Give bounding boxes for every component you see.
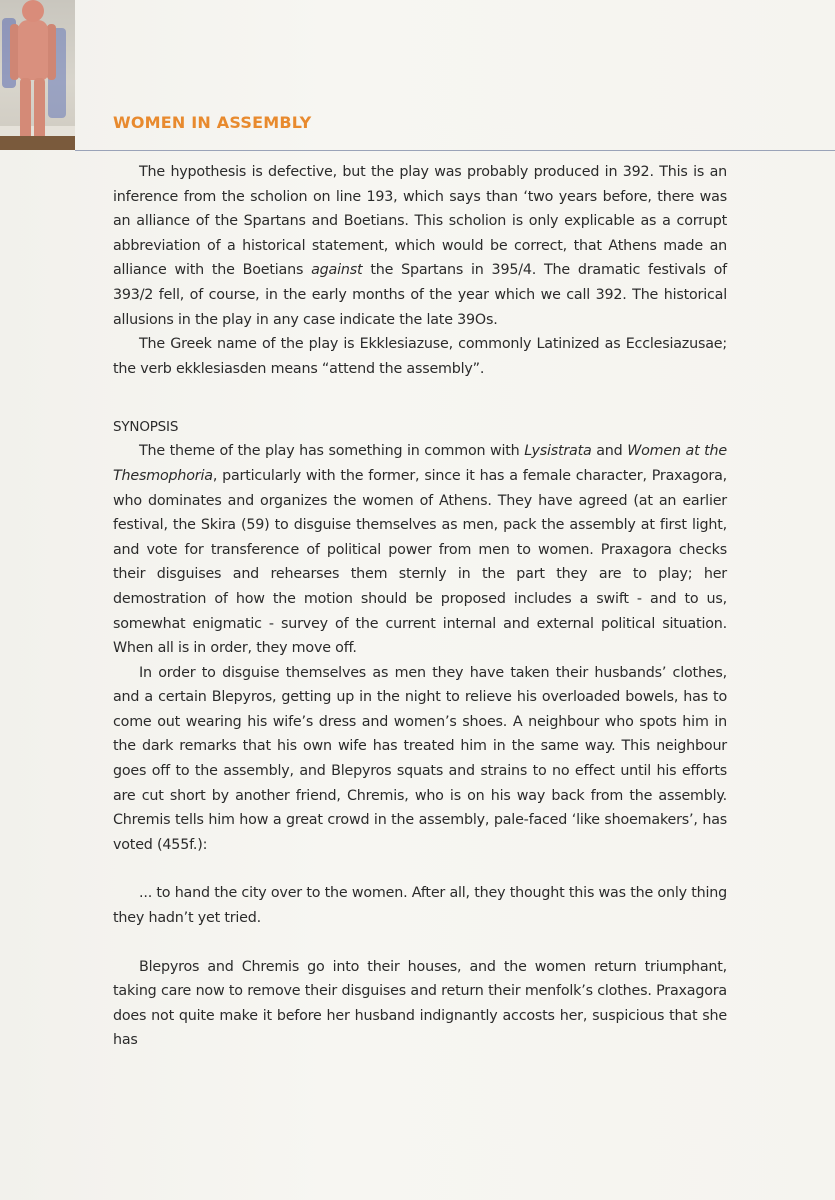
paragraph-1 bbox=[113, 160, 727, 332]
italic-run: Lysistrata bbox=[524, 443, 592, 460]
page-header-title: WOMEN IN ASSEMBLY bbox=[113, 113, 312, 132]
figurine-photo bbox=[0, 0, 75, 150]
block-quote: ... to hand the city over to the women. After all, they thought this was the only thing they hadn’t yet tried. bbox=[113, 885, 727, 927]
figurine-leg bbox=[20, 78, 31, 140]
header-divider bbox=[75, 150, 835, 151]
text-run: , particularly with the former, since it has a female character, Praxagora, who dominates and organizes the women of Athens. They have agreed (at an earlier festival, the Skira (59) to disguise themselves as men, pack the assembly at first light, and vote for transference of political power from men to women. Praxagora checks their disguises and rehearses them sternly in the part they are to play; her demostration of how the motion should be proposed includes a swift - and to us, somewhat enigmatic - survey of the current internal and external political situation. When all is in order, they move off. bbox=[113, 467, 727, 657]
text-run: The theme of the play has something in common with bbox=[139, 443, 525, 460]
figurine-body bbox=[18, 20, 48, 80]
paragraph-4: In order to disguise themselves as men they have taken their husbands’ clothes, and a certain Blepyros, getting up in the night to relieve his overloaded bowels, has to come out wearing his wife’s dress and women’s shoes. A neighbour who spots him in the dark remarks that his own wife has treated him in the same way. This neighbour goes off to the assembly, and Blepyros squats and strains to no effect until his efforts are cut short by another friend, Chremis, who is on his way back from the assembly. Chremis tells him how a great crowd in the assembly, pale-faced ‘like shoemakers’, has voted (455f.): bbox=[113, 664, 727, 853]
section-heading-synopsis: SYNOPSIS bbox=[113, 419, 179, 436]
paragraph-3 bbox=[113, 439, 727, 660]
paragraph-2: The Greek name of the play is Ekklesiazuse, commonly Latinized as Ecclesiazusae; the verb ekklesiasden means “attend the assembly”. bbox=[113, 336, 727, 377]
italic-run: against bbox=[311, 262, 363, 279]
text-run: and bbox=[591, 443, 628, 460]
figurine-head bbox=[22, 0, 44, 22]
paragraph-5: Blepyros and Chremis go into their houses, and the women return triumphant, taking care now to remove their disguises and return their menfolk’s clothes. Praxagora does not quite make it before her husband indignantly accosts her, suspicious that she has bbox=[113, 958, 727, 1049]
text-run: the Spartans in 395/4. The dramatic festivals of 393/2 fell, of course, in the early months of the year which we call 392. The historical allusions in the play in any case indicate the late 39Os. bbox=[113, 262, 727, 328]
body-text bbox=[113, 160, 727, 1053]
figurine-arm bbox=[47, 24, 56, 80]
figurine-leg bbox=[34, 78, 45, 140]
text-run: The hypothesis is defective, but the play was probably produced in 392. This is an inference from the scholion on line 193, which says than ‘two years before, there was an alliance of the Spartans and Boetians. This scholion is only explicable as a corrupt abbreviation of a historical statement, which would be correct, that Athens made an alliance with the Boetians bbox=[113, 164, 727, 279]
figurine-base bbox=[0, 136, 75, 150]
italic-run: Women at the Thesmophoria bbox=[113, 443, 727, 484]
